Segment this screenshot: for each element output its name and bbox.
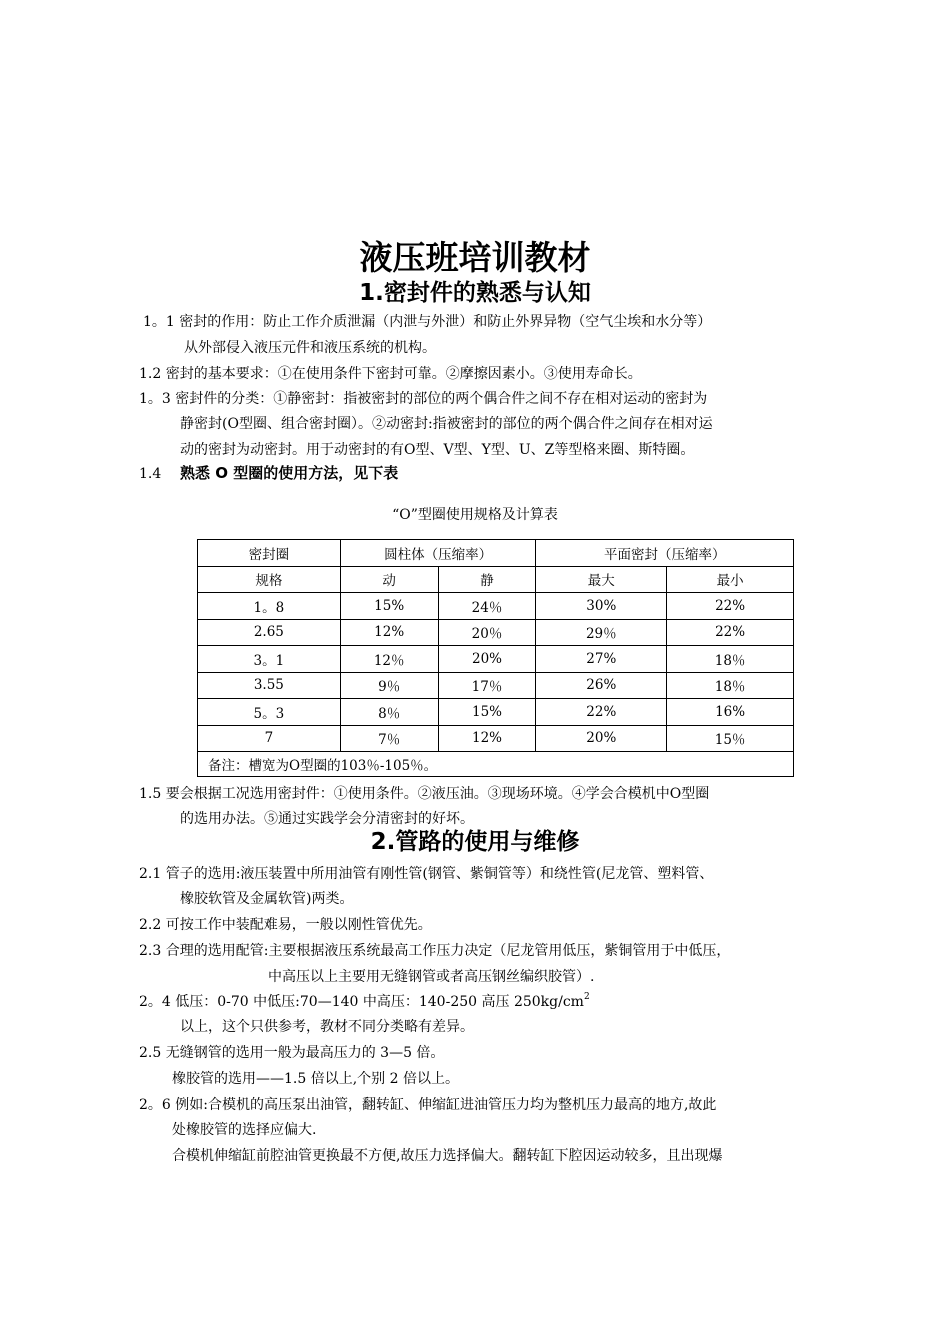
table-cell: 3。1 <box>198 646 341 673</box>
header-cell: 静 <box>438 566 536 593</box>
header-cell: 规格 <box>198 566 341 593</box>
paragraph-2-1-line-1: 2.1 管子的选用:液压装置中所用油管有刚性管(钢管、紫铜管等）和绕性管(尼龙管、塑料管、 <box>139 866 714 882</box>
table-cell: 3.55 <box>198 672 341 699</box>
table-note: 备注：槽宽为O型圈的103％-105％。 <box>198 752 794 777</box>
document-title: 液压班培训教材 <box>359 238 591 277</box>
section-2-heading: 2.管路的使用与维修 <box>370 829 580 855</box>
section-1-heading: 1.密封件的熟悉与认知 <box>359 280 591 306</box>
table-row <box>198 672 794 699</box>
table-cell: 7％ <box>340 725 438 752</box>
header-cell: 平面密封（压缩率） <box>536 540 794 567</box>
table-cell: 15% <box>340 593 438 620</box>
paragraph-2-6-line-3: 合模机伸缩缸前腔油管更换最不方便,故压力选择偏大。翻转缸下腔因运动较多，且出现爆 <box>172 1148 723 1164</box>
paragraph-1-2: 1.2 密封的基本要求：①在使用条件下密封可靠。②摩擦因素小。③使用寿命长。 <box>139 366 642 382</box>
header-cell: 最小 <box>667 566 794 593</box>
table-row <box>198 646 794 673</box>
paragraph-2-5-line-2: 橡胶管的选用——1.5 倍以上,个别 2 倍以上。 <box>172 1071 459 1087</box>
paragraph-2-1-line-2: 橡胶软管及金属软管)两类。 <box>180 891 354 907</box>
table-cell: 18％ <box>667 646 794 673</box>
table-cell: 22% <box>667 619 794 646</box>
header-cell: 动 <box>340 566 438 593</box>
table-cell: 12% <box>340 619 438 646</box>
table-cell: 2.65 <box>198 619 341 646</box>
header-cell: 密封圈 <box>198 540 341 567</box>
paragraph-2-4-line-2: 以上，这个只供参考，教材不同分类略有差异。 <box>180 1019 474 1035</box>
paragraph-2-6-line-2: 处橡胶管的选择应偏大. <box>172 1122 317 1138</box>
table-note-row <box>198 752 794 777</box>
pressure-ranges: 2。4 低压：0-70 中低压:70—140 中高压：140-250 高压 250kg/cm <box>139 994 584 1010</box>
paragraph-2-3-line-2: 中高压以上主要用无缝钢管或者高压钢丝编织胶管）. <box>268 969 595 985</box>
table-cell: 12％ <box>340 646 438 673</box>
table-cell: 12% <box>438 725 536 752</box>
table-cell: 1。8 <box>198 593 341 620</box>
header-cell: 最大 <box>536 566 667 593</box>
paragraph-2-6-line-1: 2。6 例如:合模机的高压泵出油管，翻转缸、伸缩缸进油管压力均为整机压力最高的地方,故此 <box>139 1097 717 1113</box>
table-cell: 16% <box>667 699 794 726</box>
table-cell: 17％ <box>438 672 536 699</box>
paragraph-1-3-line-1: 1。3 密封件的分类：①静密封：指被密封的部位的两个偶合件之间不存在相对运动的密封为 <box>139 391 708 407</box>
table-cell: 20% <box>438 646 536 673</box>
paragraph-1-1-line-1: 1。1 密封的作用：防止工作介质泄漏（内泄与外泄）和防止外界异物（空气尘埃和水分等） <box>143 314 712 330</box>
table-cell: 8％ <box>340 699 438 726</box>
table-row <box>198 699 794 726</box>
table-cell: 22% <box>667 593 794 620</box>
table-header-row-1 <box>198 540 794 567</box>
unit-superscript: 2 <box>583 992 590 1002</box>
table-cell: 9％ <box>340 672 438 699</box>
paragraph-1-1-line-2: 从外部侵入液压元件和液压系统的机构。 <box>184 340 436 356</box>
paragraph-1-5-line-2: 的选用办法。⑤通过实践学会分清密封的好坏。 <box>180 811 474 827</box>
table-row <box>198 593 794 620</box>
header-cell: 圆柱体（压缩率） <box>340 540 536 567</box>
paragraph-1-4-text: 熟悉 O 型圈的使用方法，见下表 <box>180 464 399 482</box>
table-cell: 29％ <box>536 619 667 646</box>
paragraph-1-3-line-2: 静密封(O型圈、组合密封圈）。②动密封:指被密封的部位的两个偶合件之间存在相对运 <box>180 416 713 432</box>
table-cell: 18％ <box>667 672 794 699</box>
table-cell: 20％ <box>438 619 536 646</box>
paragraph-1-5-line-1: 1.5 要会根据工况选用密封件：①使用条件。②液压油。③现场环境。④学会合模机中O型圈 <box>139 786 710 802</box>
table-cell: 15％ <box>667 725 794 752</box>
paragraph-2-4-line-1 <box>139 992 590 1012</box>
table-cell: 22% <box>536 699 667 726</box>
table-cell: 7 <box>198 725 341 752</box>
table-cell: 30% <box>536 593 667 620</box>
table-row <box>198 725 794 752</box>
table-header-row-2 <box>198 566 794 593</box>
table-cell: 15% <box>438 699 536 726</box>
o-ring-spec-table <box>197 539 794 777</box>
table-cell: 27% <box>536 646 667 673</box>
table-cell: 26% <box>536 672 667 699</box>
paragraph-2-5-line-1: 2.5 无缝钢管的选用一般为最高压力的 3—5 倍。 <box>139 1045 445 1061</box>
paragraph-2-2: 2.2 可按工作中装配难易，一般以刚性管优先。 <box>139 917 432 933</box>
table-cell: 5。3 <box>198 699 341 726</box>
table-row <box>198 619 794 646</box>
paragraph-1-3-line-3: 动的密封为动密封。用于动密封的有O型、V型、Y型、U、Z等型格来圈、斯特圈。 <box>180 442 695 458</box>
paragraph-2-3-line-1: 2.3 合理的选用配管:主要根据液压系统最高工作压力决定（尼龙管用低压，紫铜管用于中低压， <box>139 943 731 959</box>
paragraph-1-4-number: 1.4 <box>139 466 162 482</box>
table-cell: 24％ <box>438 593 536 620</box>
table-caption: “O”型圈使用规格及计算表 <box>392 507 558 523</box>
table-cell: 20% <box>536 725 667 752</box>
